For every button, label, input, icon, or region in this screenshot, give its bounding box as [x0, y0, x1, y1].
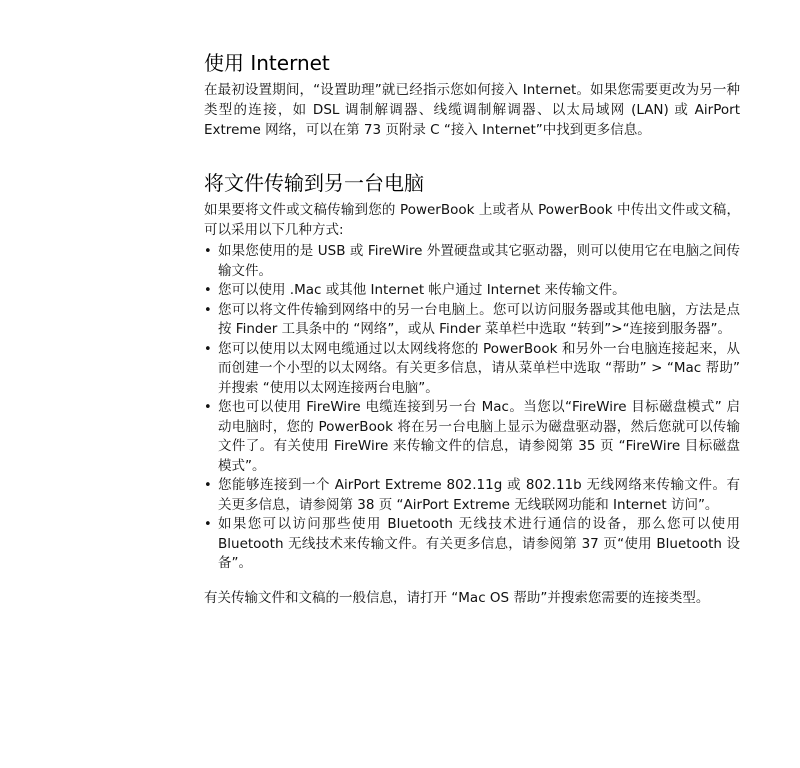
list-item — [204, 340, 740, 399]
list-item — [204, 398, 740, 476]
closing-paragraph: 有关传输文件和文稿的一般信息，请打开 “Mac OS 帮助”并搜索您需要的连接类型。 — [204, 589, 710, 606]
list-item-text: 您也可以使用 FireWire 电缆连接到另一台 Mac。当您以“FireWire 目标磁盘模式” 启动电脑时，您的 PowerBook 将在另一台电脑上显示为磁盘驱动器，然后您就可以传输文件了。有关使用 FireWire 来传输文件的信息，请参阅第 35 页 “FireWire 目标磁盘模式”。 — [218, 399, 740, 474]
list-item-text: 您可以将文件传输到网络中的另一台电脑上。您可以访问服务器或其他电脑，方法是点按 Finder 工具条中的 “网络”，或从 Finder 菜单栏中选取 “转到”>“连接到服务器”。 — [218, 301, 740, 337]
section-file-transfer — [204, 170, 740, 608]
internet-paragraph: 在最初设置期间，“设置助理”就已经指示您如何接入 Internet。如果您需要更改为另一种类型的连接，如 DSL 调制解调器、线缆调制解调器、以太局域网 (LAN) 或 AirPort Extreme 网络，可以在第 73 页附录 C “接入 Internet”中找到更多信息。 — [204, 82, 740, 138]
list-item — [204, 515, 740, 574]
list-item-text: 如果您可以访问那些使用 Bluetooth 无线技术进行通信的设备，那么您可以使用 Bluetooth 无线技术来传输文件。有关更多信息，请参阅第 37 页“使用 Bluetooth 设备”。 — [218, 516, 740, 571]
section-title-internet: 使用 Internet — [204, 51, 330, 75]
list-item — [204, 242, 740, 281]
document-page — [204, 50, 740, 638]
list-item-text: 如果您使用的是 USB 或 FireWire 外置硬盘或其它驱动器，则可以使用它在电脑之间传输文件。 — [218, 243, 740, 279]
bullet-icon: • — [204, 517, 212, 532]
list-item-text: 您能够连接到一个 AirPort Extreme 802.11g 或 802.11b 无线网络来传输文件。有关更多信息，请参阅第 38 页 “AirPort Extreme 无线联网功能和 Internet 访问”。 — [218, 477, 740, 513]
list-item-text: 您可以使用 .Mac 或其他 Internet 帐户通过 Internet 来传输文件。 — [218, 282, 626, 298]
bullet-icon: • — [204, 341, 212, 357]
bullet-icon: • — [204, 302, 212, 318]
list-item-text: 您可以使用以太网电缆通过以太网线将您的 PowerBook 和另外一台电脑连接起来，从而创建一个小型的以太网络。有关更多信息，请从菜单栏中选取 “帮助” > “Mac 帮助” 并搜索 “使用以太网连接两台电脑”。 — [218, 340, 740, 396]
file-transfer-intro: 如果要将文件或文稿传输到您的 PowerBook 上或者从 PowerBook 中传出文件或文稿，可以采用以下几种方式: — [204, 202, 740, 238]
list-item — [204, 301, 740, 340]
bullet-icon: • — [204, 244, 212, 259]
list-item — [204, 476, 740, 515]
section-title-file-transfer: 将文件传输到另一台电脑 — [204, 171, 424, 195]
transfer-methods-list — [204, 242, 740, 574]
bullet-icon: • — [204, 283, 212, 298]
bullet-icon: • — [204, 478, 212, 493]
list-item — [204, 281, 740, 301]
section-using-internet — [204, 50, 740, 140]
bullet-icon: • — [204, 400, 212, 415]
